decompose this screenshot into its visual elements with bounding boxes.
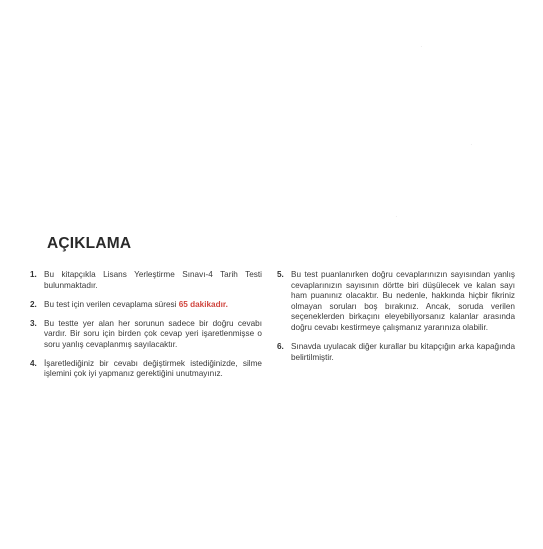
instruction-item-4 [30, 359, 262, 380]
bleed-through-mark: · [395, 212, 398, 221]
item-number: 1. [30, 270, 37, 279]
item-number: 3. [30, 318, 37, 328]
item-text: İşaretlediğiniz bir cevabı değiştirmek istediğinizde, silme işlemini çok iyi yapmanız gerektiğini unutmayınız. [44, 358, 262, 379]
bleed-through-mark: · [420, 42, 423, 51]
item-number: 5. [277, 270, 284, 279]
item-text [44, 300, 262, 311]
page-title: AÇIKLAMA [47, 235, 132, 252]
item-number: 2. [30, 299, 37, 309]
item-text: Bu test puanlanırken doğru cevaplarınızın sayısından yanlış cevaplarınızın sayısının dörtte biri düşülecek ve kalan sayı ham puanınız olacaktır. Bu nedenle, hakkında hiçbir fikriniz olmayan soruları boş bırakınız. Ancak, soruda verilen seçeneklerden birkaçını eleyebiliyorsanız kalanlar arasında doğru cevabı kestirmeye çalışmanız yararınıza olabilir. [291, 270, 515, 332]
item-text: Bu kitapçıkla Lisans Yerleştirme Sınavı-4 Tarih Testi bulunmaktadır. [44, 270, 262, 290]
instruction-item-1 [30, 270, 262, 291]
instruction-item-3 [30, 319, 262, 351]
instruction-item-6 [277, 342, 515, 363]
item-text: Sınavda uyulacak diğer kurallar bu kitapçığın arka kapağında belirtilmiştir. [291, 341, 515, 362]
item-number: 6. [277, 341, 284, 351]
instructions-right-column [277, 270, 515, 372]
item-text-before: Bu test için verilen cevaplama süresi [44, 299, 179, 309]
item-text: Bu testte yer alan her sorunun sadece bir doğru cevabı vardır. Bir soru için birden çok cevap yeri işaretlenmişse o soru yanlış cevaplanmış sayılacaktır. [44, 318, 262, 349]
item-number: 4. [30, 358, 37, 368]
instructions-left-column [30, 270, 262, 388]
instruction-item-2 [30, 300, 262, 311]
duration-highlight: 65 dakikadır. [178, 299, 228, 309]
bleed-through-mark: · [470, 140, 473, 149]
instruction-item-5 [277, 270, 515, 334]
